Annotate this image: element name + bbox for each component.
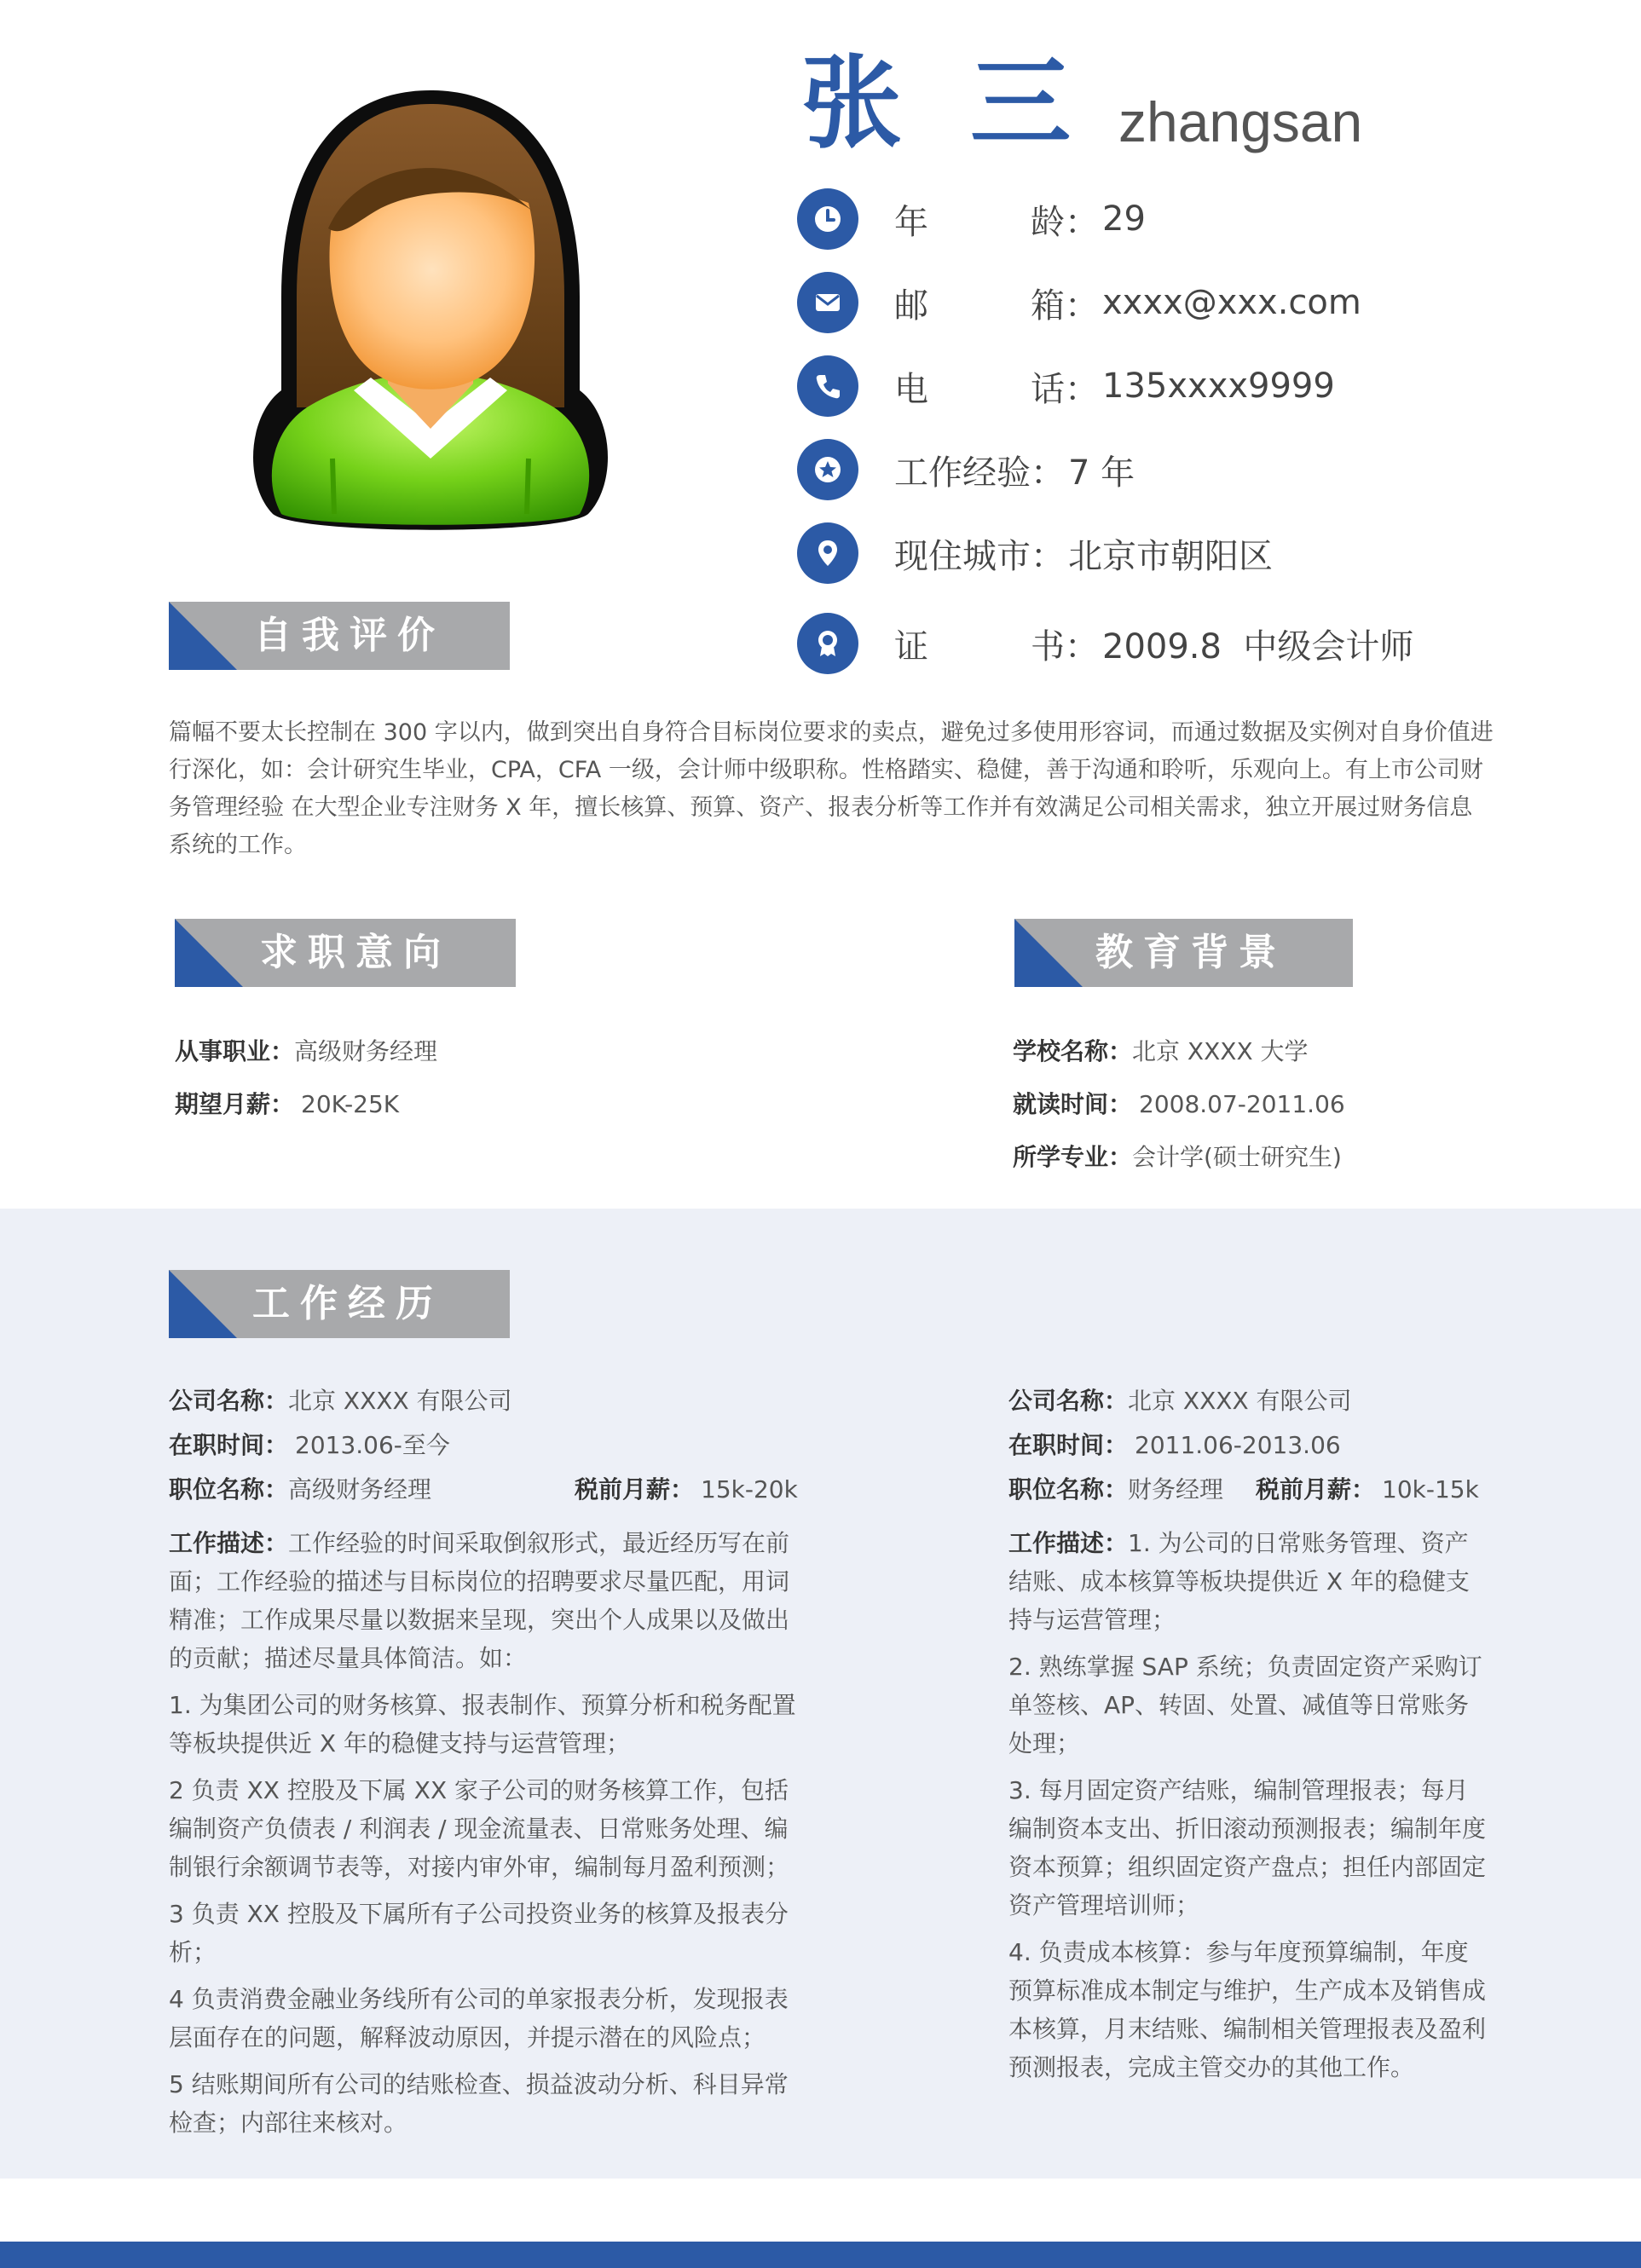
section-header-job-intent [175, 919, 516, 987]
edu-period-row [1013, 1090, 1345, 1118]
section-header-education [1014, 919, 1353, 987]
name-chinese [801, 44, 1080, 162]
section-corner-triangle [169, 602, 237, 670]
info-colon: ： [1065, 626, 1099, 667]
section-corner-triangle [1014, 919, 1083, 987]
section-corner-triangle [169, 1270, 237, 1338]
info-row-phone [797, 353, 1335, 419]
name-english: zhangsan [1118, 90, 1363, 153]
award-icon [797, 613, 858, 674]
clock-icon [797, 188, 858, 250]
work-left-item: 5 结账期间所有公司的结账检查、损益波动分析、科目异常检查；内部往来核对。 [169, 2070, 789, 2137]
intent-job-value: 高级财务经理 [294, 1037, 438, 1065]
info-row-certificate [797, 610, 1413, 677]
info-value-email: xxxx@xxx.com [1102, 283, 1361, 322]
info-colon: ： [1031, 453, 1065, 493]
work-right-company-label: 公司名称： [1008, 1387, 1129, 1415]
work-left-period-row [169, 1423, 800, 1468]
work-right-meta [1008, 1379, 1486, 1512]
info-row-experience [797, 436, 1135, 503]
intent-salary-label: 期望月薪： [175, 1090, 295, 1118]
edu-school-value: 北京 XXXX 大学 [1132, 1037, 1309, 1065]
work-right-position-label: 职位名称： [1008, 1475, 1129, 1503]
info-row-age [797, 186, 1146, 252]
work-right-desc-label: 工作描述： [1008, 1529, 1129, 1557]
info-label-certificate-char-1: 证 [894, 626, 928, 667]
work-right-item: 2. 熟练掌握 SAP 系统；负责固定资产采购订单签核、AP、转固、处置、减值等日常账务处理； [1008, 1653, 1482, 1757]
work-right-salary-value: 10k-15k [1382, 1475, 1479, 1503]
info-label-experience: 工作经验 [894, 453, 1031, 493]
info-label-phone-char-1: 电 [894, 369, 928, 409]
work-right-company-row [1008, 1379, 1486, 1423]
work-left-meta [169, 1379, 800, 1512]
info-colon: ： [1031, 536, 1065, 576]
work-right-item: 4. 负责成本核算：参与年度预算编制，年度预算标准成本制定与维护，生产成本及销售成本核算，月末结账、编制相关管理报表及盈利预测报表，完成主管交办的其他工作。 [1008, 1938, 1487, 2081]
info-label-phone [894, 362, 1065, 411]
info-label-city: 现住城市 [894, 536, 1031, 576]
info-label-age-char-1: 年 [894, 202, 928, 242]
section-header-work-experience [169, 1270, 510, 1338]
work-left-salary-label: 税前月薪： [575, 1475, 695, 1503]
work-right-desc-paragraph [1008, 1524, 1486, 1639]
star-icon [797, 439, 858, 500]
intent-salary-row [175, 1090, 400, 1118]
work-left-item: 3 负责 XX 控股及下属所有子公司投资业务的核算及报表分析； [169, 1900, 789, 1966]
work-right-salary-label: 税前月薪： [1256, 1475, 1376, 1503]
section-title-education: 教育背景 [1095, 931, 1286, 974]
self-evaluation-text: 篇幅不要太长控制在 300 字以内，做到突出自身符合目标岗位要求的卖点，避免过多使用形容词，而通过数据及实例对自身价值进行深化，如：会计研究生毕业，CPA，CFA 一级，会计师中级职称。性格踏实、稳健，善于沟通和聆听，乐观向上。有上市公司财务管理经验 在大型企业专注财务 X 年，擅长核算、预算、资产、报表分析等工作并有效满足公司相关需求，独立开展过财务信息系统的工作。 [169, 719, 1494, 858]
info-label-certificate [894, 620, 1065, 668]
envelope-icon [797, 272, 858, 333]
work-left-item: 4 负责消费金融业务线所有公司的单家报表分析，发现报表层面存在的问题，解释波动原因，并提示潜在的风险点； [169, 1985, 789, 2052]
avatar [247, 84, 614, 540]
edu-major-label: 所学专业： [1013, 1143, 1133, 1171]
work-left-position-row [169, 1468, 800, 1512]
section-title-self-evaluation: 自我评价 [254, 614, 445, 657]
info-row-city [797, 520, 1273, 586]
work-left-salary-value: 15k-20k [701, 1475, 798, 1503]
work-right-company-value: 北京 XXXX 有限公司 [1128, 1387, 1352, 1415]
info-label-age-char-2: 龄 [1031, 202, 1065, 242]
work-left-company-label: 公司名称： [169, 1387, 289, 1415]
info-colon: ： [1065, 202, 1099, 242]
info-label-email-char-2: 箱 [1031, 286, 1065, 326]
info-value-age: 29 [1102, 199, 1146, 239]
phone-icon [797, 355, 858, 417]
intent-job-row [175, 1037, 438, 1065]
info-value-city: 北京市朝阳区 [1068, 536, 1273, 576]
edu-school-row [1013, 1037, 1309, 1065]
work-left-description [169, 1524, 804, 2150]
edu-major-row [1013, 1143, 1342, 1171]
footer-bar [0, 2242, 1641, 2268]
info-value-experience: 7 年 [1068, 453, 1135, 493]
work-right-position-value: 财务经理 [1128, 1475, 1224, 1503]
name-second-char: 三 [970, 44, 1080, 162]
location-pin-icon [797, 522, 858, 584]
info-value-phone: 135xxxx9999 [1102, 366, 1335, 406]
work-left-position-value: 高级财务经理 [288, 1475, 432, 1503]
edu-period-value: 2008.07-2011.06 [1139, 1090, 1345, 1118]
edu-school-label: 学校名称： [1013, 1037, 1133, 1065]
section-header-self-evaluation [169, 602, 510, 670]
edu-period-label: 就读时间： [1013, 1090, 1133, 1118]
work-left-desc-paragraph [169, 1524, 804, 1677]
info-colon: ： [1065, 369, 1099, 409]
info-colon: ： [1065, 286, 1099, 326]
info-label-age [894, 195, 1065, 244]
section-title-job-intent: 求职意向 [260, 931, 451, 974]
work-right-period-row [1008, 1423, 1486, 1468]
name-first-char: 张 [801, 44, 911, 162]
work-right-desc-text: 1. 为公司的日常账务管理、资产结账、成本核算等板块提供近 X 年的稳健支持与运营管理； [1008, 1529, 1470, 1634]
work-right-description [1008, 1524, 1486, 2095]
work-left-position-label: 职位名称： [169, 1475, 289, 1503]
work-right-position-row [1008, 1468, 1486, 1512]
intent-job-label: 从事职业： [175, 1037, 295, 1065]
work-left-desc-label: 工作描述： [169, 1529, 289, 1557]
work-left-period-label: 在职时间： [169, 1431, 289, 1459]
info-label-phone-char-2: 话 [1031, 369, 1065, 409]
info-label-certificate-char-2: 书 [1031, 626, 1065, 667]
section-corner-triangle [175, 919, 243, 987]
work-left-company-value: 北京 XXXX 有限公司 [288, 1387, 512, 1415]
work-left-desc-text: 工作经验的时间采取倒叙形式，最近经历写在前面；工作经验的描述与目标岗位的招聘要求尽量匹配，用词精准；工作成果尽量以数据来呈现，突出个人成果以及做出的贡献；描述尽量具体简洁。如： [169, 1529, 790, 1672]
work-left-item: 2 负责 XX 控股及下属 XX 家子公司的财务核算工作，包括编制资产负债表 / 利润表 / 现金流量表、日常账务处理、编制银行余额调节表等，对接内审外审，编制每月盈利预测； [169, 1776, 790, 1881]
info-value-certificate: 2009.8 中级会计师 [1102, 626, 1414, 667]
edu-major-value: 会计学(硕士研究生) [1132, 1143, 1342, 1171]
intent-salary-value: 20K-25K [301, 1090, 400, 1118]
work-left-period-value: 2013.06-至今 [295, 1431, 450, 1459]
work-left-company-row [169, 1379, 800, 1423]
work-right-item: 3. 每月固定资产结账，编制管理报表；每月编制资本支出、折旧滚动预测报表；编制年度资本预算；组织固定资产盘点；担任内部固定资产管理培训师； [1008, 1776, 1487, 1919]
info-label-email-char-1: 邮 [894, 286, 928, 326]
work-right-period-value: 2011.06-2013.06 [1135, 1431, 1341, 1459]
work-right-period-label: 在职时间： [1008, 1431, 1129, 1459]
info-row-email [797, 269, 1361, 336]
info-label-email [894, 279, 1065, 327]
work-left-item: 1. 为集团公司的财务核算、报表制作、预算分析和税务配置等板块提供近 X 年的稳健支持与运营管理； [169, 1691, 796, 1757]
section-title-work-experience: 工作经历 [252, 1282, 443, 1325]
